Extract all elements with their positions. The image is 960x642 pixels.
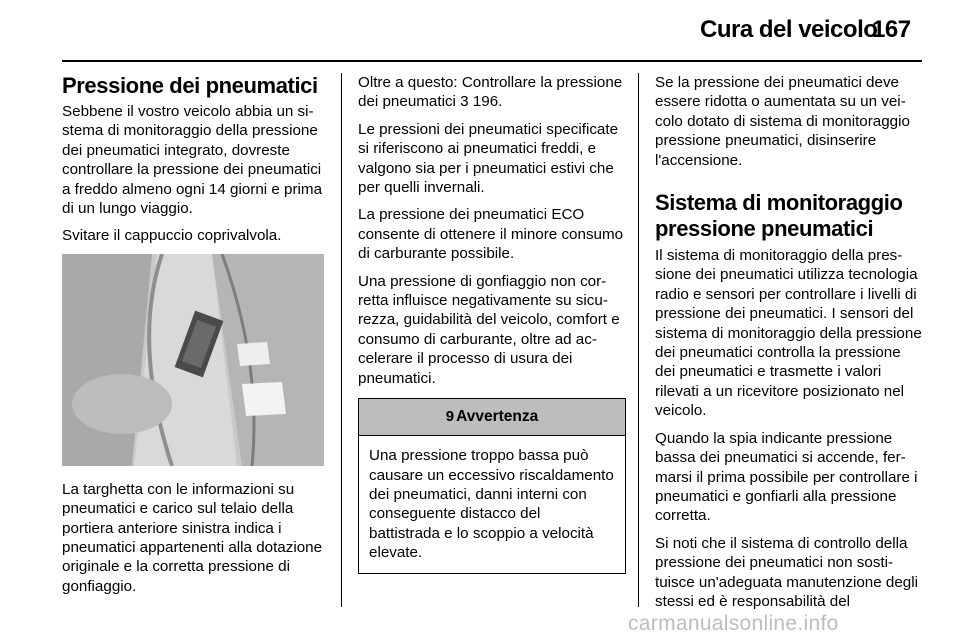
heading-tire-pressure: Pressione dei pneumatici	[62, 73, 318, 98]
header-divider	[62, 60, 922, 62]
paragraph: Una pressione di gonfiaggio non corretta influisce negativamente su sicurezza, guidabilità del veicolo, comfort e consumo di carburante, oltre ad accelerare il processo di usura dei pneumatici.	[358, 272, 620, 387]
paragraph: La pressione dei pneumatici ECO consente di ottenere il minore consumo di carburante possibile.	[358, 206, 624, 263]
warning-header	[359, 399, 625, 436]
paragraph: Oltre a questo: Controllare la pressione dei pneumatici 3 196.	[358, 74, 623, 111]
warning-box	[358, 398, 626, 573]
paragraph: La targhetta con le informazioni su pneumatici e carico sul telaio della portiera anteriore sinistra indica i pneumatici appartenenti alla dotazione originale e la corretta pressione di gonfiaggio.	[62, 480, 323, 595]
paragraph: Il sistema di monitoraggio della pressione dei pneumatici utilizza tecnologia radio e sensori per controllare i livelli di pressione dei pneumatici. I sensori del sistema di monitoraggio della pressione dei pneumatici controlla la pressione dei pneumatici e trasmette i valori rilevati a un ricevitore posizionato nel veicolo.	[655, 247, 922, 420]
section-title: Cura del veicolo	[700, 16, 878, 43]
watermark: carmanualsonline.info	[628, 612, 839, 635]
warning-triangle-icon: 9	[445, 408, 455, 426]
column-3	[655, 73, 925, 619]
column-1	[62, 73, 330, 604]
paragraph: Quando la spia indicante pressione bassa dei pneumatici si accende, fermarsi il prima possibile per controllare i pneumatici e gonfiarli alla pressione corretta.	[655, 429, 918, 525]
paragraph: Se la pressione dei pneumatici deve essere ridotta o aumentata su un veicolo dotato di sistema di monitoraggio pressione pneumatici, disinserire l'accensione.	[655, 74, 910, 169]
column-divider-1	[341, 73, 342, 607]
paragraph: Sebbene il vostro veicolo abbia un sistema di monitoraggio della pressione dei pneumatici integrato, dovreste controllare la pressione dei pneumatici a freddo almeno ogni 14 giorni e prima di un lungo viaggio.	[62, 103, 323, 218]
page-number: 167	[872, 16, 911, 43]
warning-title: Avvertenza	[456, 408, 539, 426]
column-2	[358, 73, 626, 574]
heading-tpms: Sistema di monitoraggio pressione pneumatici	[655, 190, 903, 242]
paragraph: Si noti che il sistema di controllo della pressione dei pneumatici non sostituisce un'adeguata manutenzione degli stessi ed è responsabilità del	[655, 534, 918, 610]
door-frame-tire-label-photo	[62, 254, 324, 466]
paragraph: Svitare il cappuccio coprivalvola.	[62, 227, 282, 245]
column-divider-2	[638, 73, 639, 607]
warning-text: Una pressione troppo bassa può causare un eccessivo riscaldamento dei pneumatici, danni interni con conseguente distacco del battistrada e lo scoppio a velocità elevate.	[369, 447, 614, 562]
paragraph: Le pressioni dei pneumatici specificate si riferiscono ai pneumatici freddi, e valgono sia per i pneumatici estivi che per quelli invernali.	[358, 120, 619, 197]
